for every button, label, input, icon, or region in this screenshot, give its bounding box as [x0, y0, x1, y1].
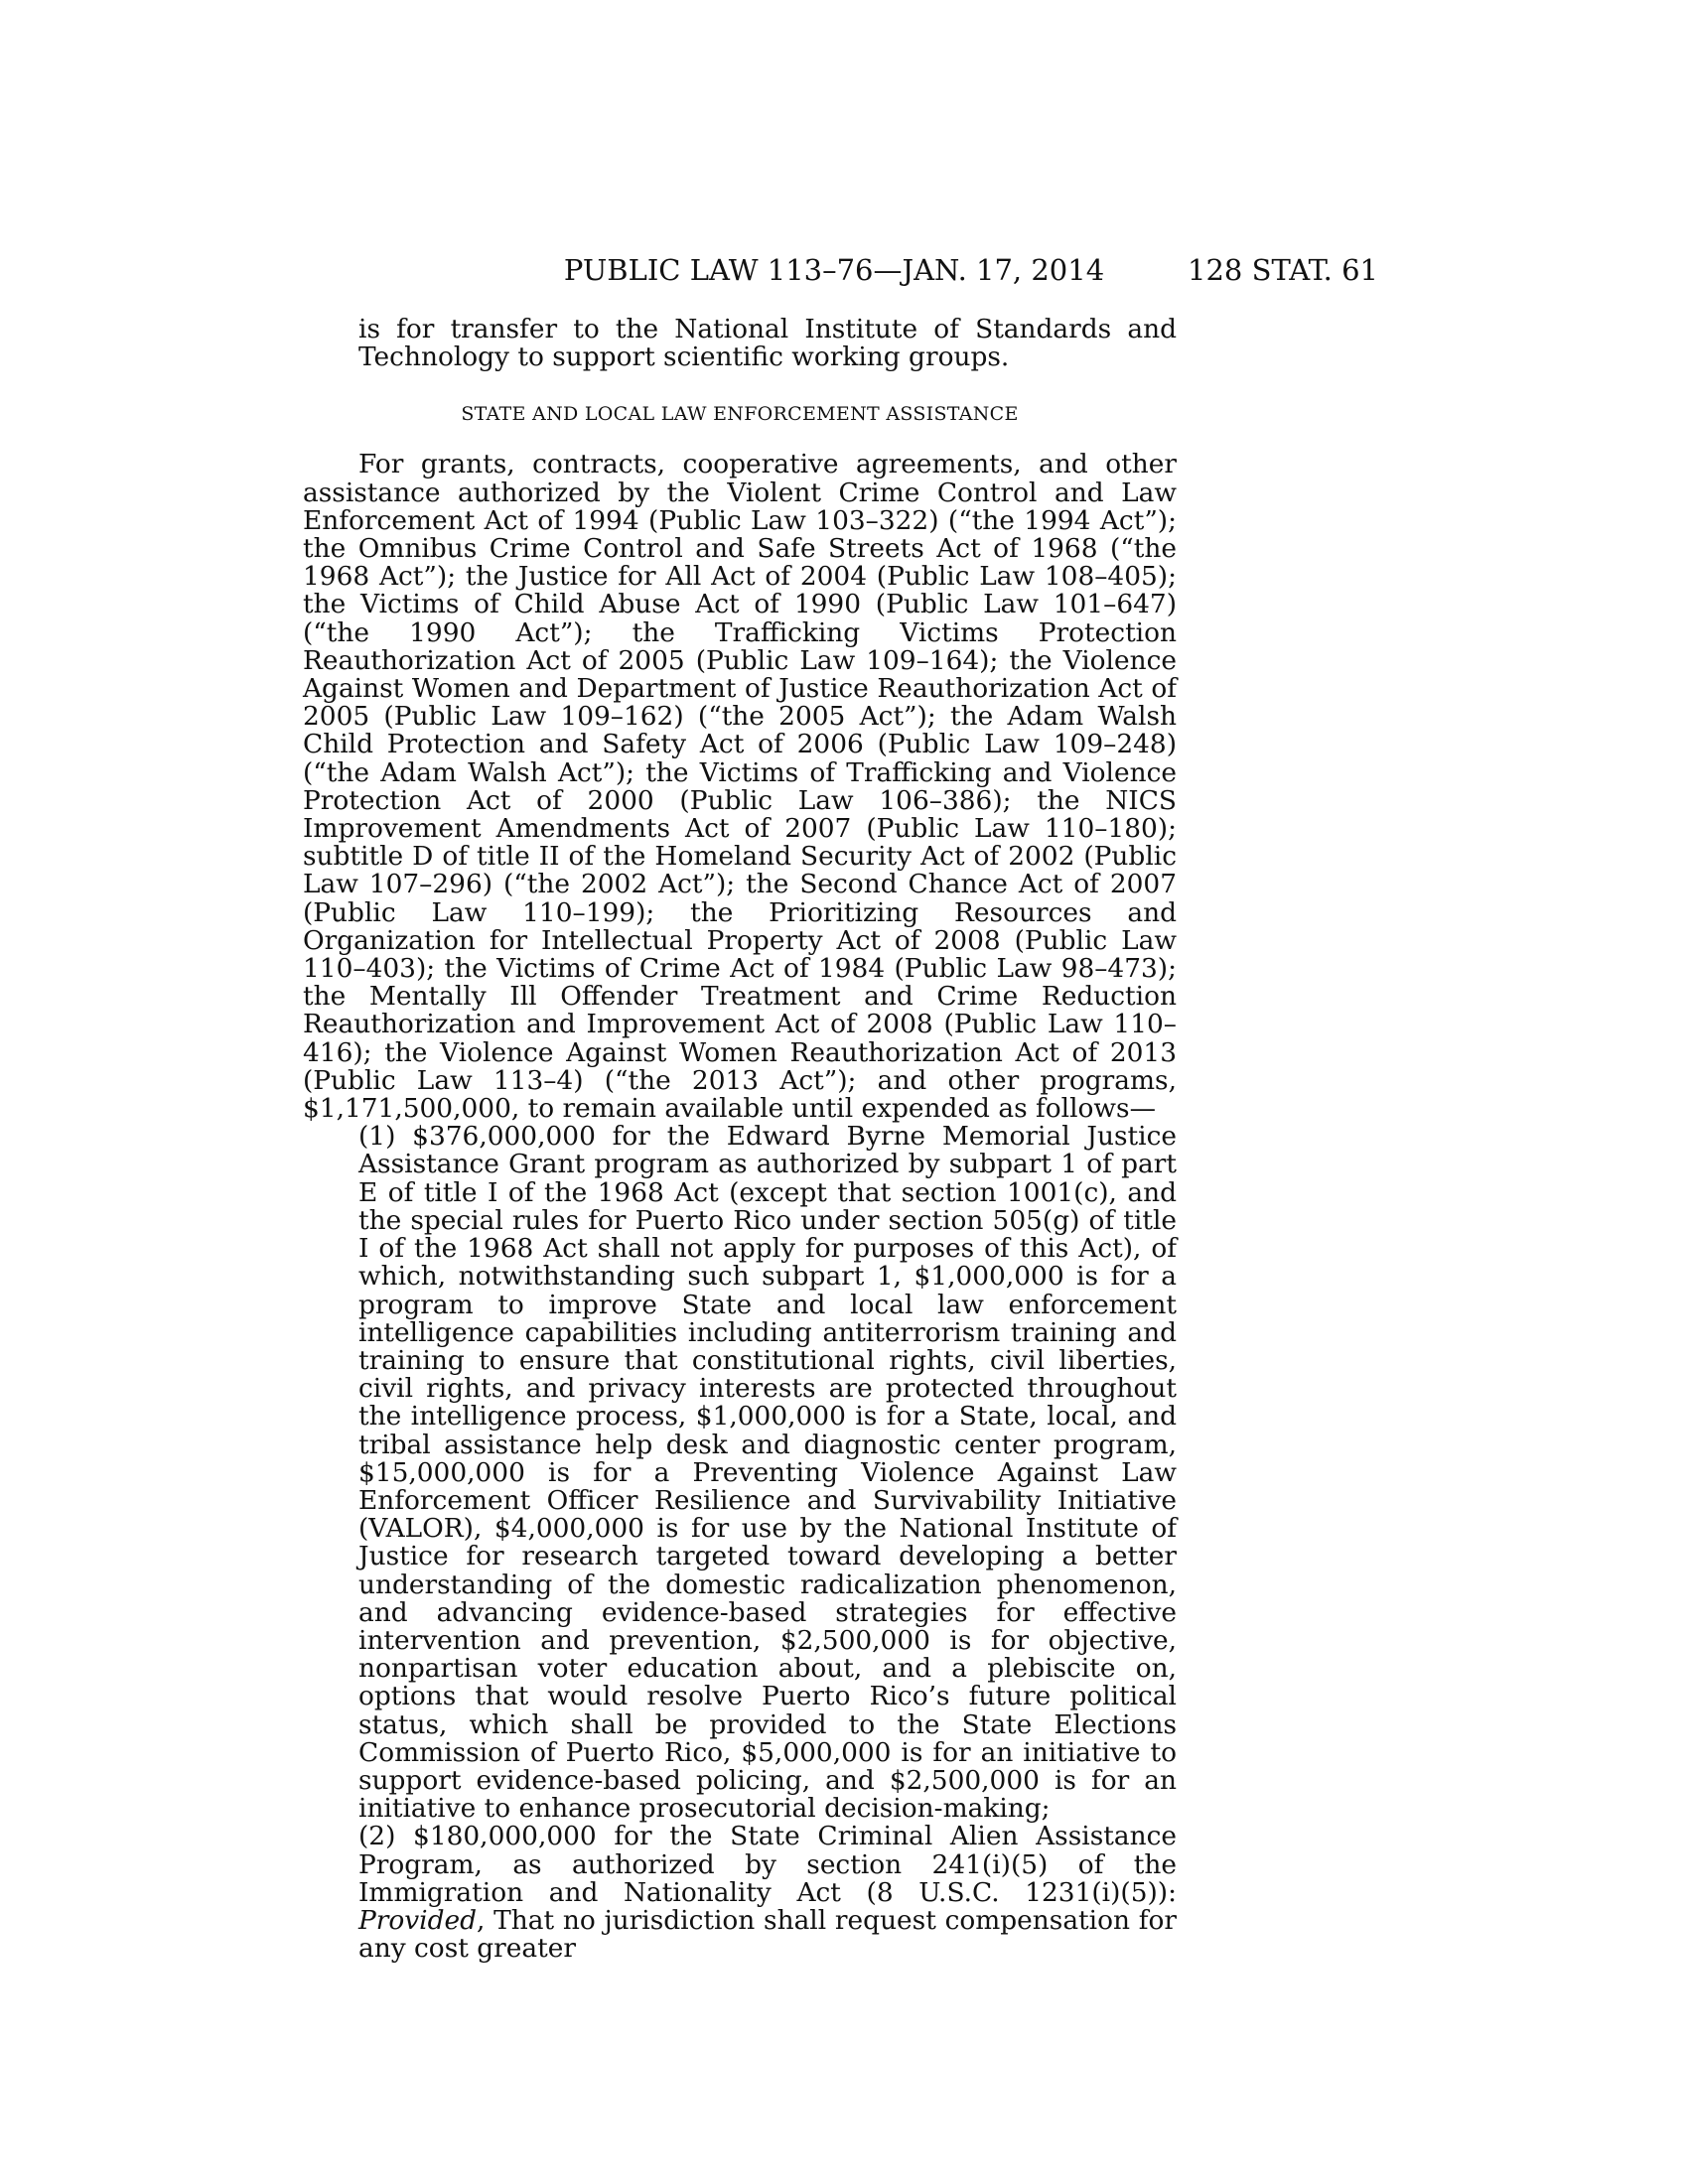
header-title: PUBLIC LAW 113–76—JAN. 17, 2014 — [563, 253, 1105, 287]
paragraph-item-2 — [358, 1823, 1177, 1963]
item-2-text-end: , That no jurisdiction shall request compensation for any cost greater — [358, 1904, 1177, 1965]
header-page-reference: 128 STAT. 61 — [1188, 253, 1378, 287]
intro-paragraph: For grants, contracts, cooperative agreements, and other assistance authorized by the Violent Crime Control and Law Enforcement Act of 1994 (Public Law 103–322) (“the 1994 Act”); the Omnibus Crime Control and Safe Streets Act of 1968 (“the 1968 Act”); the Justice for All Act of 2004 (Public Law 108–405); the Victims of Child Abuse Act of 1990 (Public Law 101–647) (“the 1990 Act”); the Trafficking Victims Protection Reauthorization Act of 2005 (Public Law 109–164); the Violence Against Women and Department of Justice Reauthorization Act of 2005 (Public Law 109–162) (“the 2005 Act”); the Adam Walsh Child Protection and Safety Act of 2006 (Public Law 109–248) (“the Adam Walsh Act”); the Victims of Trafficking and Violence Protection Act of 2000 (Public Law 106–386); the NICS Improvement Amendments Act of 2007 (Public Law 110–180); subtitle D of title II of the Homeland Security Act of 2002 (Public Law 107–296) (“the 2002 Act”); the Second Chance Act of 2007 (Public Law 110–199); the Prioritizing Resources and Organization for Intellectual Property Act of 2008 (Public Law 110–403); the Victims of Crime Act of 1984 (Public Law 98–473); the Mentally Ill Offender Treatment and Crime Reduction Reauthorization and Improvement Act of 2008 (Public Law 110–416); the Violence Against Women Reauthorization Act of 2013 (Public Law 113–4) (“the 2013 Act”); and other programs, $1,171,500,000, to remain available until expended as follows— — [303, 449, 1177, 1125]
document-body — [303, 316, 1177, 1963]
section-caption: STATE AND LOCAL LAW ENFORCEMENT ASSISTANCE — [461, 403, 1019, 426]
proviso-term: Provided — [358, 1904, 478, 1936]
item-2-text-start: (2) $180,000,000 for the State Criminal Alien Assistance Program, as authorized by section 241(i)(5) of the Immigration and Nationality Act (8 U.S.C. 1231(i)(5)): — [358, 1821, 1177, 1908]
carryover-paragraph: is for transfer to the National Institute of Standards and Technology to support scientific working groups. — [358, 314, 1177, 373]
paragraph-item-1: (1) $376,000,000 for the Edward Byrne Memorial Justice Assistance Grant program as authorized by subpart 1 of part E of title I of the 1968 Act (except that section 1001(c), and the special rules for Puerto Rico under section 505(g) of title I of the 1968 Act shall not apply for purposes of this Act), of which, notwithstanding such subpart 1, $1,000,000 is for a program to improve State and local law enforcement intelligence capabilities including antiterrorism training and training to ensure that constitutional rights, civil liberties, civil rights, and privacy interests are protected throughout the intelligence process, $1,000,000 is for a State, local, and tribal assistance help desk and diagnostic center program, $15,000,000 is for a Preventing Violence Against Law Enforcement Officer Resilience and Survivability Initiative (VALOR), $4,000,000 is for use by the National Institute of Justice for research targeted toward developing a better understanding of the domestic radicalization phenomenon, and advancing evidence-based strategies for effective intervention and prevention, $2,500,000 is for objective, nonpartisan voter education about, and a plebiscite on, options that would resolve Puerto Rico’s future political status, which shall be provided to the State Elections Commission of Puerto Rico, $5,000,000 is for an initiative to support evidence-based policing, and $2,500,000 is for an initiative to enhance prosecutorial decision-making; — [358, 1121, 1177, 1825]
running-header — [298, 250, 1378, 290]
